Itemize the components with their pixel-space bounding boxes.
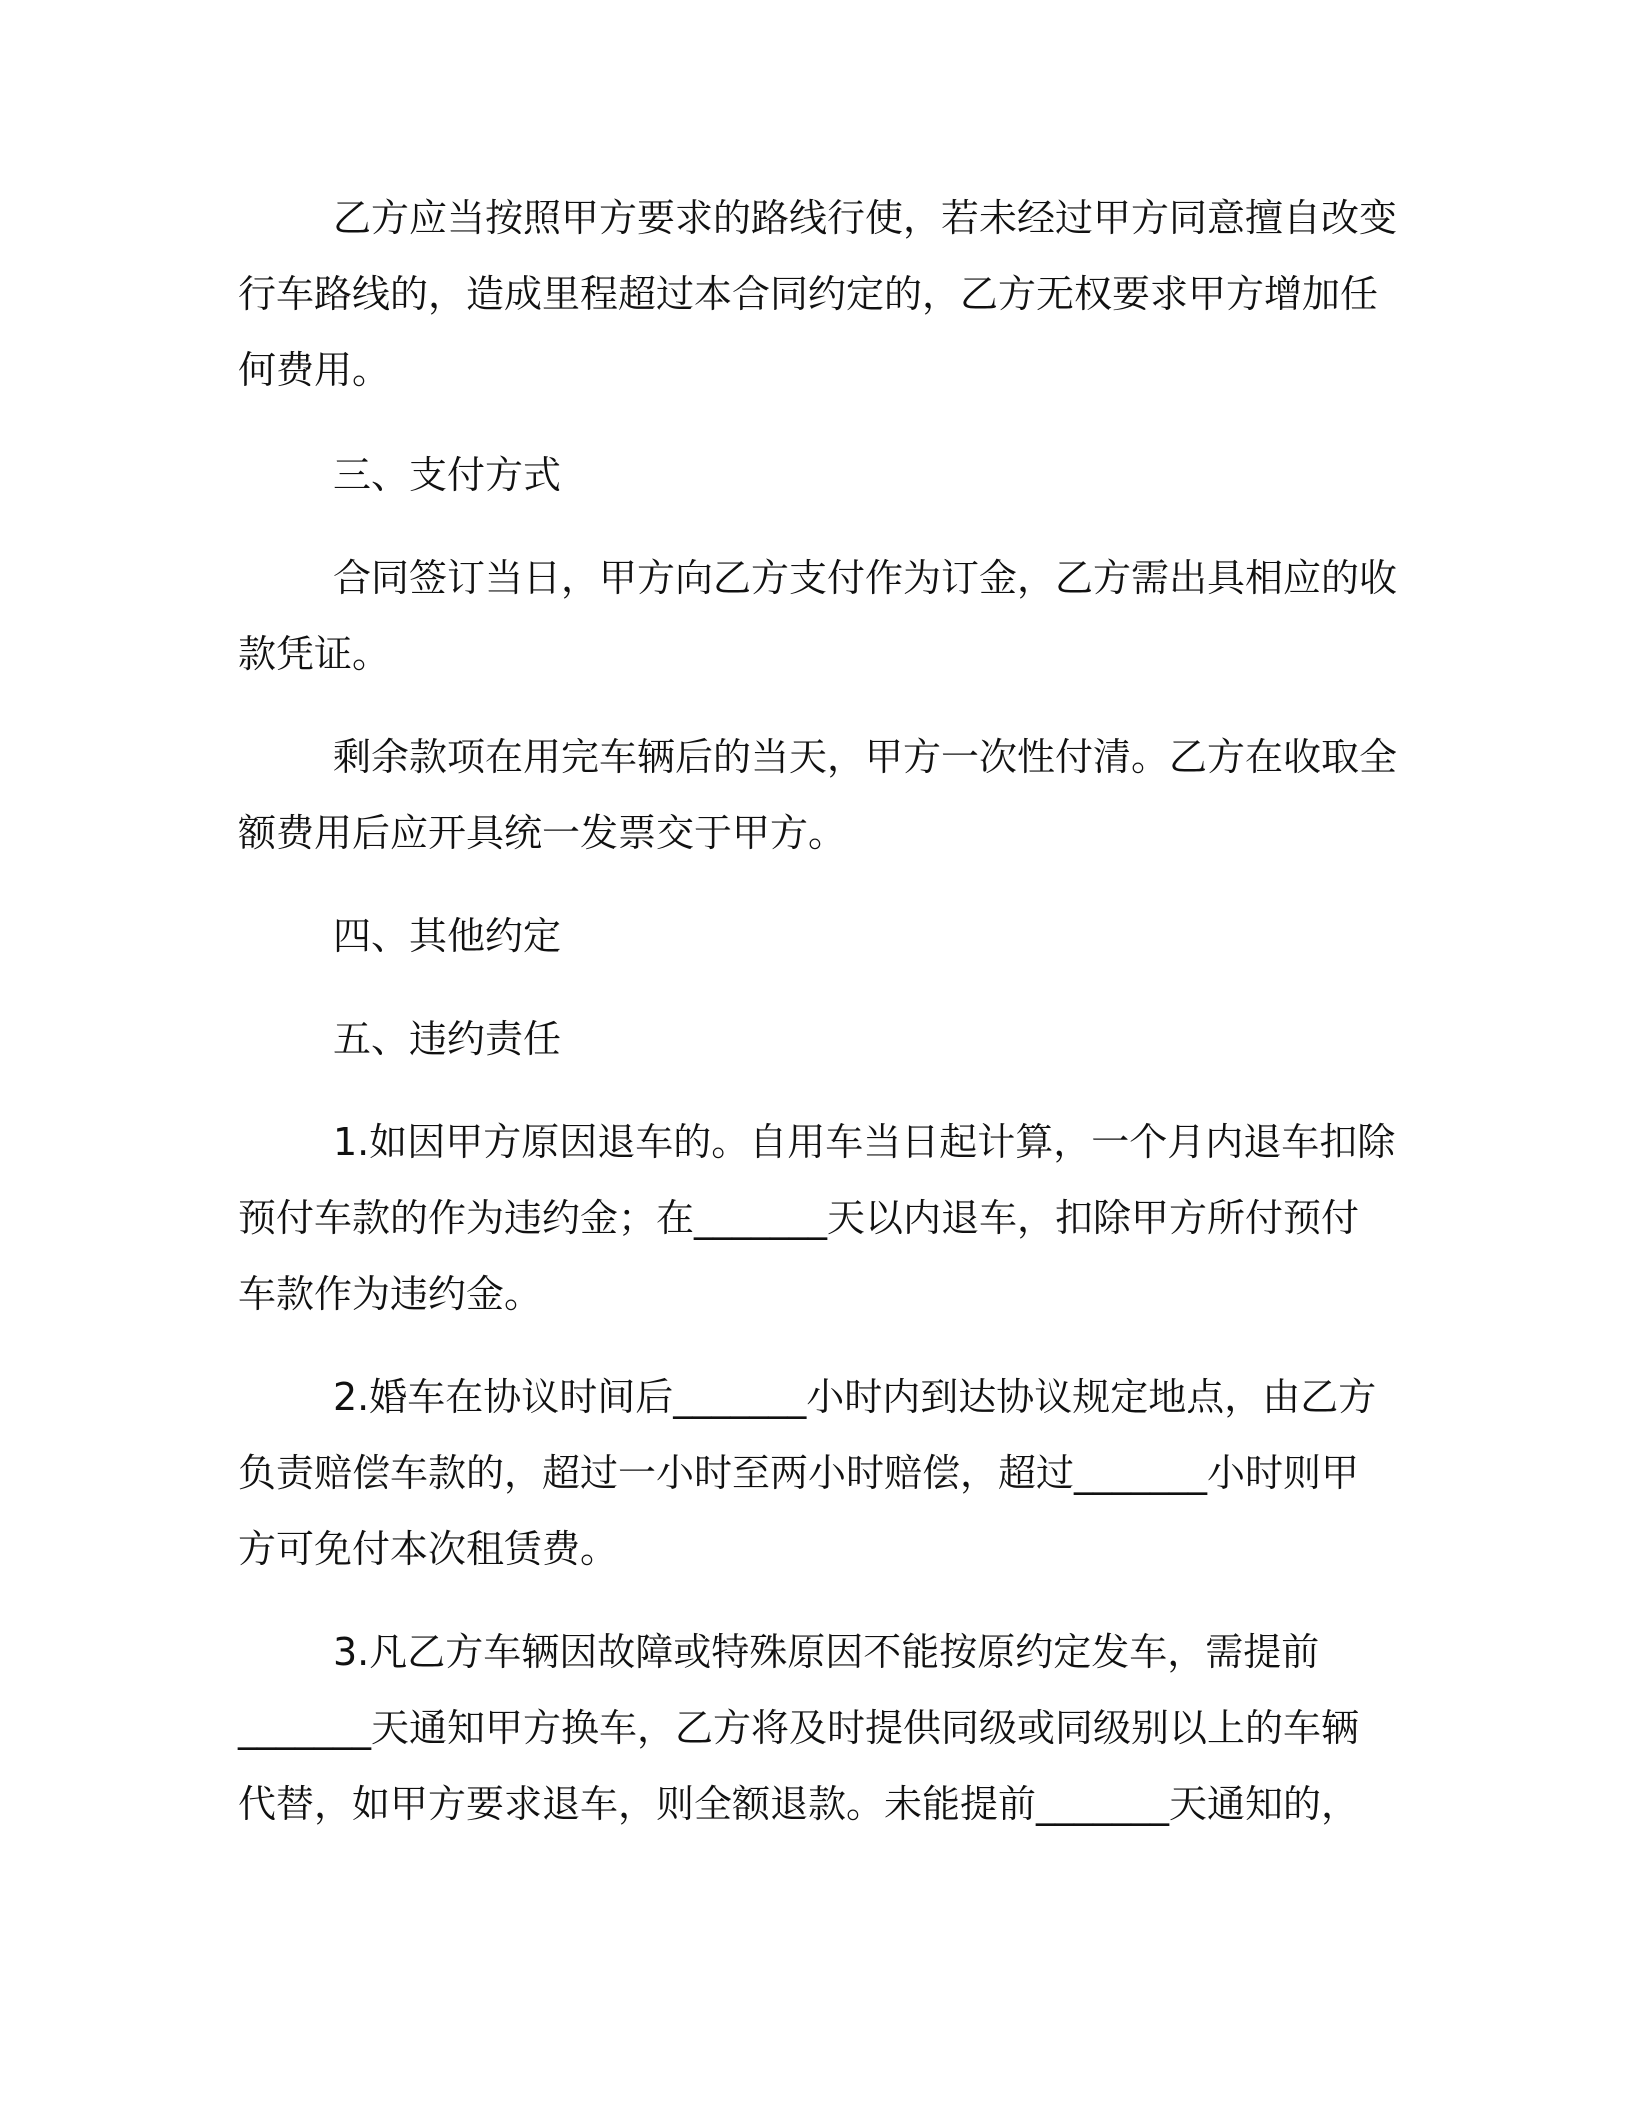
paragraph-line: 代替，如甲方要求退车，则全额退款。未能提前_______天通知的， [238, 1782, 1360, 1826]
paragraph-line: 1.如因甲方原因退车的。自用车当日起计算，一个月内退车扣除 [333, 1120, 1396, 1164]
section-heading: 四、其他约定 [333, 914, 562, 958]
paragraph-line: 款凭证。 [238, 632, 391, 676]
paragraph-line: 车款作为违约金。 [238, 1272, 543, 1316]
paragraph-line: _______天通知甲方换车，乙方将及时提供同级或同级别以上的车辆 [238, 1706, 1360, 1750]
paragraph-line: 预付车款的作为违约金；在_______天以内退车，扣除甲方所付预付 [238, 1196, 1360, 1240]
paragraph-line: 方可免付本次租赁费。 [238, 1527, 619, 1571]
paragraph-line: 剩余款项在用完车辆后的当天，甲方一次性付清。乙方在收取全 [333, 735, 1398, 779]
paragraph-line: 乙方应当按照甲方要求的路线行使，若未经过甲方同意擅自改变 [333, 196, 1398, 240]
paragraph-line: 合同签订当日，甲方向乙方支付作为订金，乙方需出具相应的收 [333, 556, 1398, 600]
paragraph-line: 3.凡乙方车辆因故障或特殊原因不能按原约定发车，需提前 [333, 1630, 1320, 1674]
paragraph-line: 何费用。 [238, 348, 391, 392]
paragraph-line: 2.婚车在协议时间后_______小时内到达协议规定地点，由乙方 [333, 1375, 1377, 1419]
paragraph-line: 负责赔偿车款的，超过一小时至两小时赔偿，超过_______小时则甲 [238, 1451, 1360, 1495]
paragraph-line: 额费用后应开具统一发票交于甲方。 [238, 811, 847, 855]
paragraph-line: 行车路线的，造成里程超过本合同约定的，乙方无权要求甲方增加任 [238, 272, 1379, 316]
section-heading: 三、支付方式 [333, 453, 562, 497]
section-heading: 五、违约责任 [333, 1017, 562, 1061]
